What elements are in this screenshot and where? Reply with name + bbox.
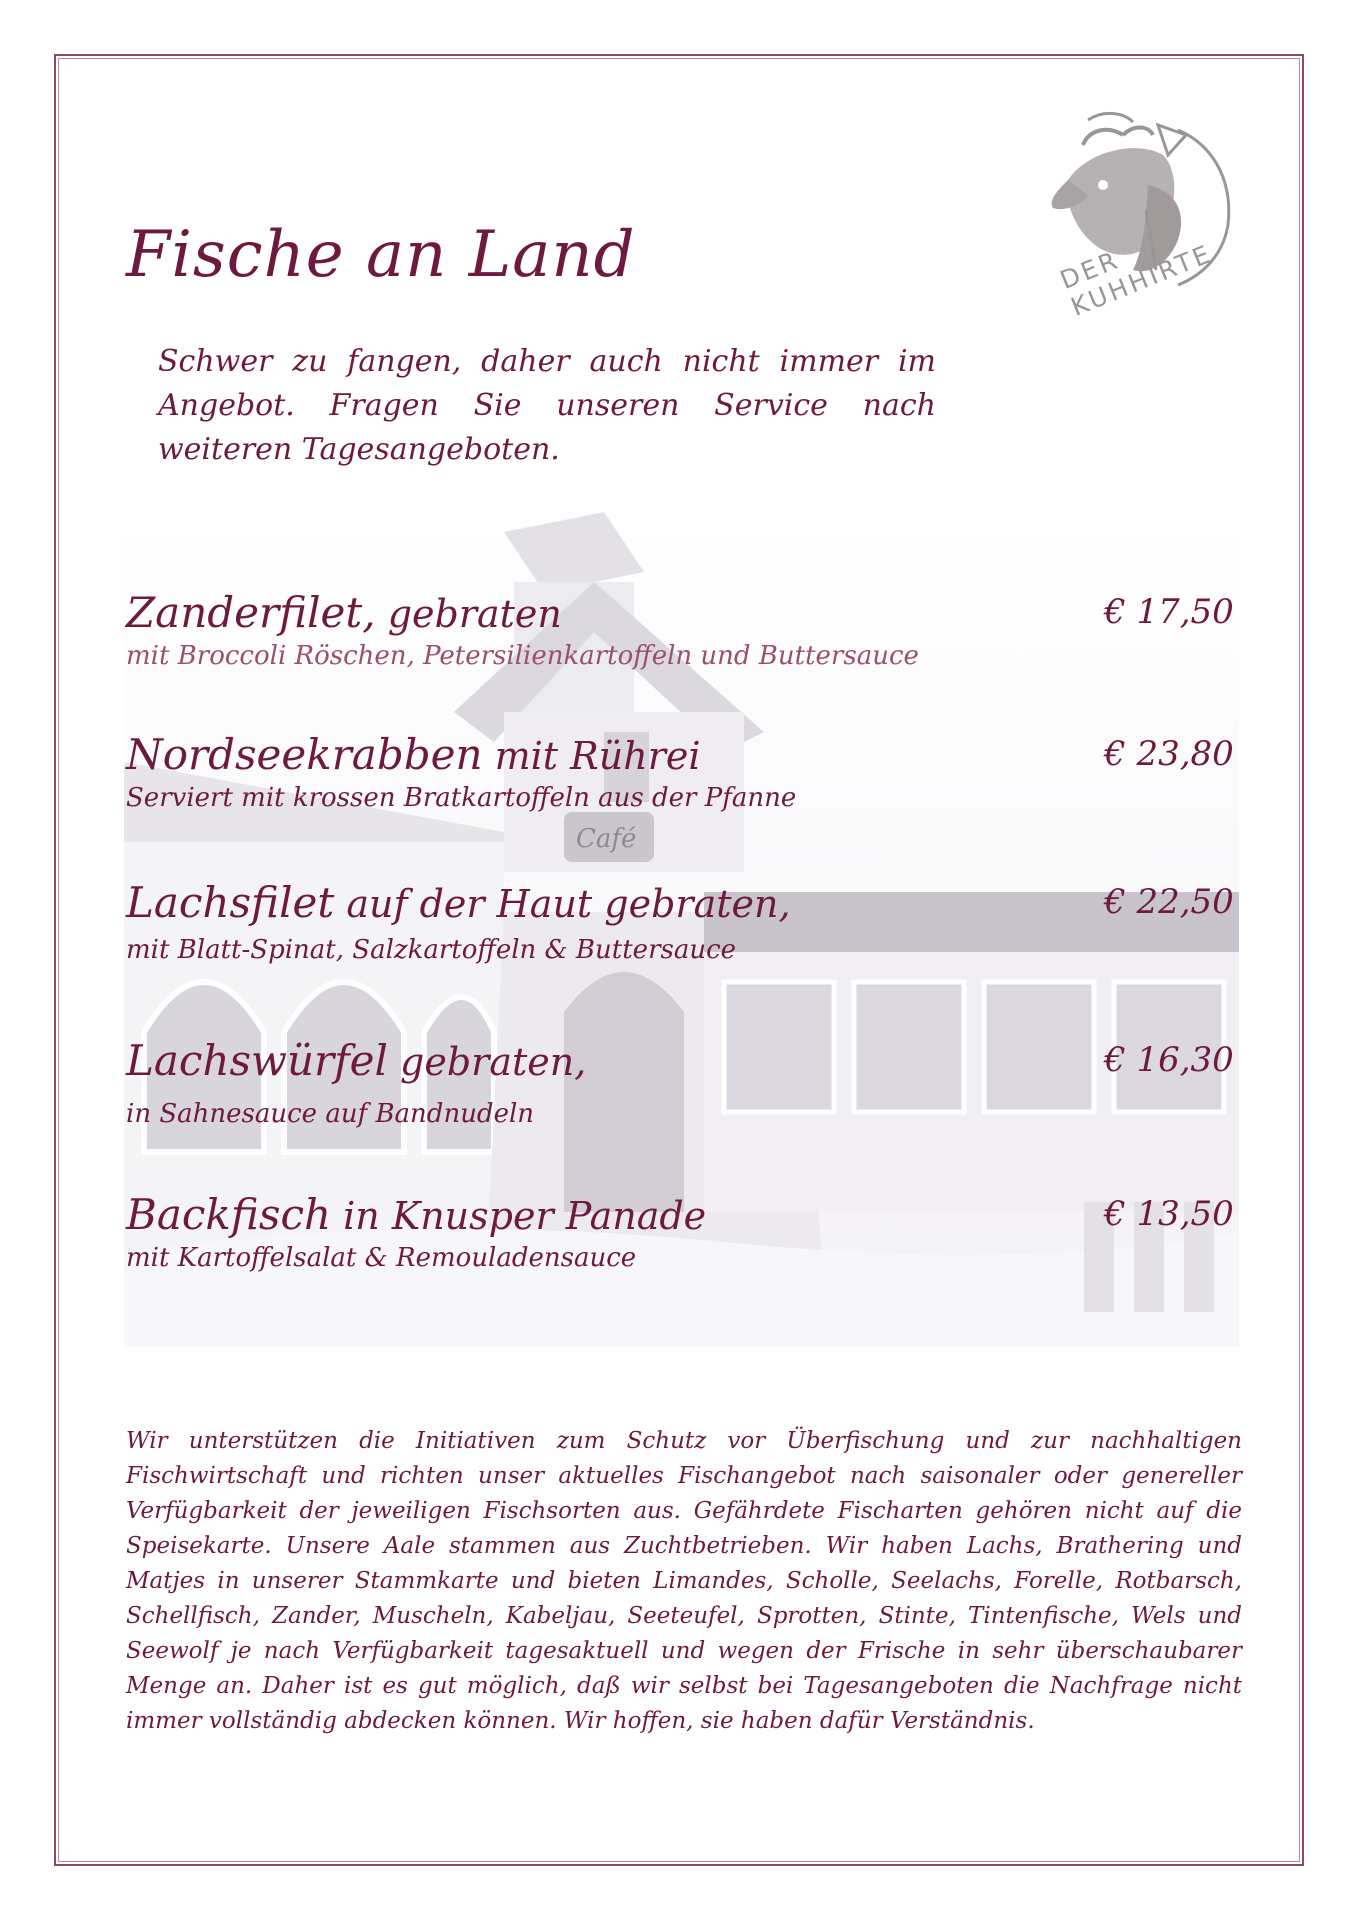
menu-item [126,730,1246,813]
dish-price: € 13,50 [1104,1194,1234,1234]
note-line: Menge an. Daher ist es gut möglich, daß wir selbst bei Tagesangeboten die Nachfrage nicht [126,1673,1242,1699]
intro-line: Angebot. Fragen Sie unseren Service nach [158,388,936,423]
dish-description: mit Blatt-Spinat, Salzkartoffeln & Buttersauce [126,935,737,965]
dish-name-lead: Lachswürfel [126,1036,388,1085]
dish-name [126,1036,1246,1085]
intro-line: Schwer zu fangen, daher auch nicht immer im [158,344,936,379]
dish-price: € 16,30 [1104,1040,1234,1080]
dish-name-rest: gebraten [375,592,562,636]
note-line: Fischwirtschaft und richten unser aktuelles Fischangebot nach saisonaler oder genereller [126,1463,1242,1489]
dish-name-rest: auf der Haut gebraten, [334,882,791,926]
logo [1028,100,1258,330]
logo-text: DER KUHHIRTE [1056,238,1217,322]
dish-name [126,730,1246,779]
note-line: Wir unterstützen die Initiativen zum Schutz vor Überfischung und zur nachhaltigen [126,1428,1242,1454]
dish-price: € 22,50 [1104,882,1234,922]
dish-price: € 23,80 [1104,734,1234,774]
dish-name [126,1190,1246,1239]
page-title: Fische an Land [126,218,636,292]
menu-item [126,1036,1246,1129]
note-line: Verfügbarkeit der jeweiligen Fischsorten aus. Gefährdete Fischarten gehören nicht auf die [126,1498,1242,1524]
note-line: Speisekarte. Unsere Aale stammen aus Zuchtbetrieben. Wir haben Lachs, Brathering und [126,1533,1242,1559]
dish-name-rest: in Knusper Panade [331,1194,707,1238]
dish-name-lead: Nordseekrabben [126,730,483,779]
dish-name [126,588,1246,637]
dish-name-lead: Zanderfilet, [126,588,376,637]
dish-description: mit Broccoli Röschen, Petersilienkartoffeln und Buttersauce [126,641,919,671]
intro-line: weiteren Tagesangeboten. [158,432,560,467]
menu-item [126,1190,1246,1273]
note-line: Matjes in unserer Stammkarte und bieten Limandes, Scholle, Seelachs, Forelle, Rotbarsch, [126,1568,1242,1594]
note-line: immer vollständig abdecken können. Wir hoffen, sie haben dafür Verständnis. [126,1708,1035,1734]
intro-text [158,340,936,472]
dish-name [126,878,1246,927]
dish-description: Serviert mit krossen Bratkartoffeln aus der Pfanne [126,783,797,813]
dish-name-lead: Lachsfilet [126,878,335,927]
menu-item [126,878,1246,965]
sustainability-note [126,1424,1242,1739]
dish-name-rest: gebraten, [387,1040,587,1084]
note-line: Seewolf je nach Verfügbarkeit tagesaktuell und wegen der Frische in sehr überschaubarer [126,1638,1242,1664]
note-line: Schellfisch, Zander, Muscheln, Kabeljau, Seeteufel, Sprotten, Stinte, Tintenfische, Wels und [126,1603,1242,1629]
dish-name-rest: mit Rührei [482,734,701,778]
dish-name-lead: Backfisch [126,1190,332,1239]
dish-description: mit Kartoffelsalat & Remouladensauce [126,1243,637,1273]
dish-description: in Sahnesauce auf Bandnudeln [126,1099,535,1129]
menu-item [126,588,1246,671]
dish-price: € 17,50 [1104,592,1234,632]
cafe-sign: Café [576,824,637,854]
